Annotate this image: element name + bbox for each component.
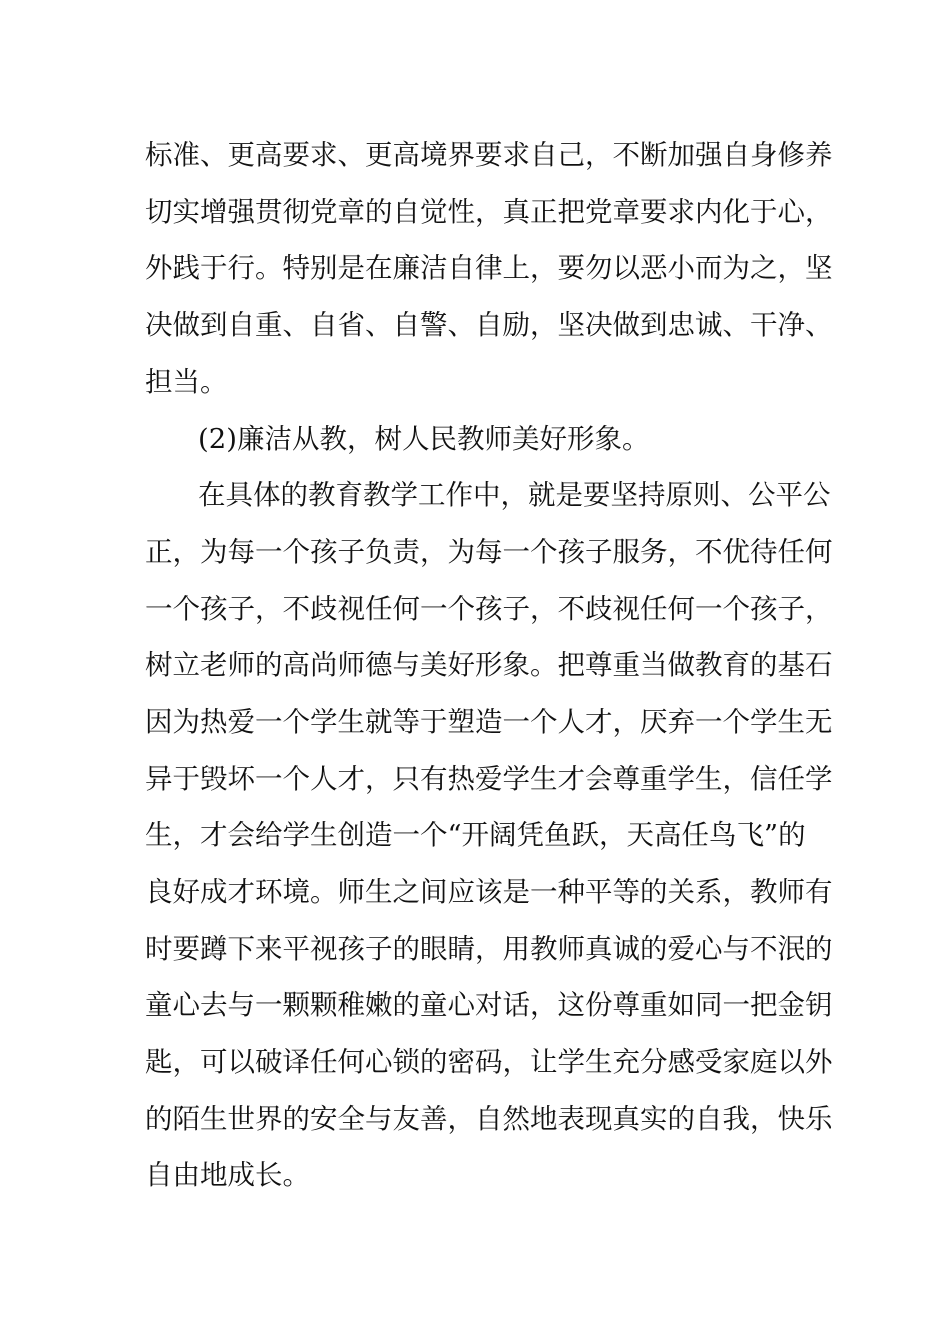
text-line-18: 的陌生世界的安全与友善，自然地表现真实的自我，快乐 (145, 1103, 833, 1135)
text-line-9: 一个孩子，不歧视任何一个孩子，不歧视任何一个孩子， (145, 593, 833, 625)
text-line-8: 正，为每一个孩子负责，为每一个孩子服务，不优待任何 (145, 536, 833, 568)
subheading-line: (2)廉洁从教，树人民教师美好形象。 (198, 423, 650, 455)
text-line-15: 时要蹲下来平视孩子的眼睛，用教师真诚的爱心与不泯的 (145, 933, 833, 965)
text-line-5: 担当。 (145, 366, 228, 398)
text-line-7: 在具体的教育教学工作中，就是要坚持原则、公平公 (198, 479, 831, 511)
text-line-4: 决做到自重、自省、自警、自励，坚决做到忠诚、干净、 (145, 309, 833, 341)
text-line-11: 因为热爱一个学生就等于塑造一个人才，厌弃一个学生无 (145, 706, 833, 738)
text-line-12: 异于毁坏一个人才，只有热爱学生才会尊重学生，信任学 (145, 763, 833, 795)
text-line-10: 树立老师的高尚师德与美好形象。把尊重当做教育的基石 (145, 649, 833, 681)
text-line-17: 匙，可以破译任何心锁的密码，让学生充分感受家庭以外 (145, 1046, 833, 1078)
text-line-1: 标准、更高要求、更高境界要求自己，不断加强自身修养 (145, 139, 833, 171)
text-line-14: 良好成才环境。师生之间应该是一种平等的关系，教师有 (145, 876, 833, 908)
text-line-3: 外践于行。特别是在廉洁自律上，要勿以恶小而为之，坚 (145, 252, 833, 284)
text-line-13: 生，才会给学生创造一个“开阔凭鱼跃，天高任鸟飞”的 (145, 819, 806, 851)
text-line-2: 切实增强贯彻党章的自觉性，真正把党章要求内化于心， (145, 196, 833, 228)
text-line-19: 自由地成长。 (145, 1159, 310, 1191)
text-line-16: 童心去与一颗颗稚嫩的童心对话，这份尊重如同一把金钥 (145, 989, 833, 1021)
